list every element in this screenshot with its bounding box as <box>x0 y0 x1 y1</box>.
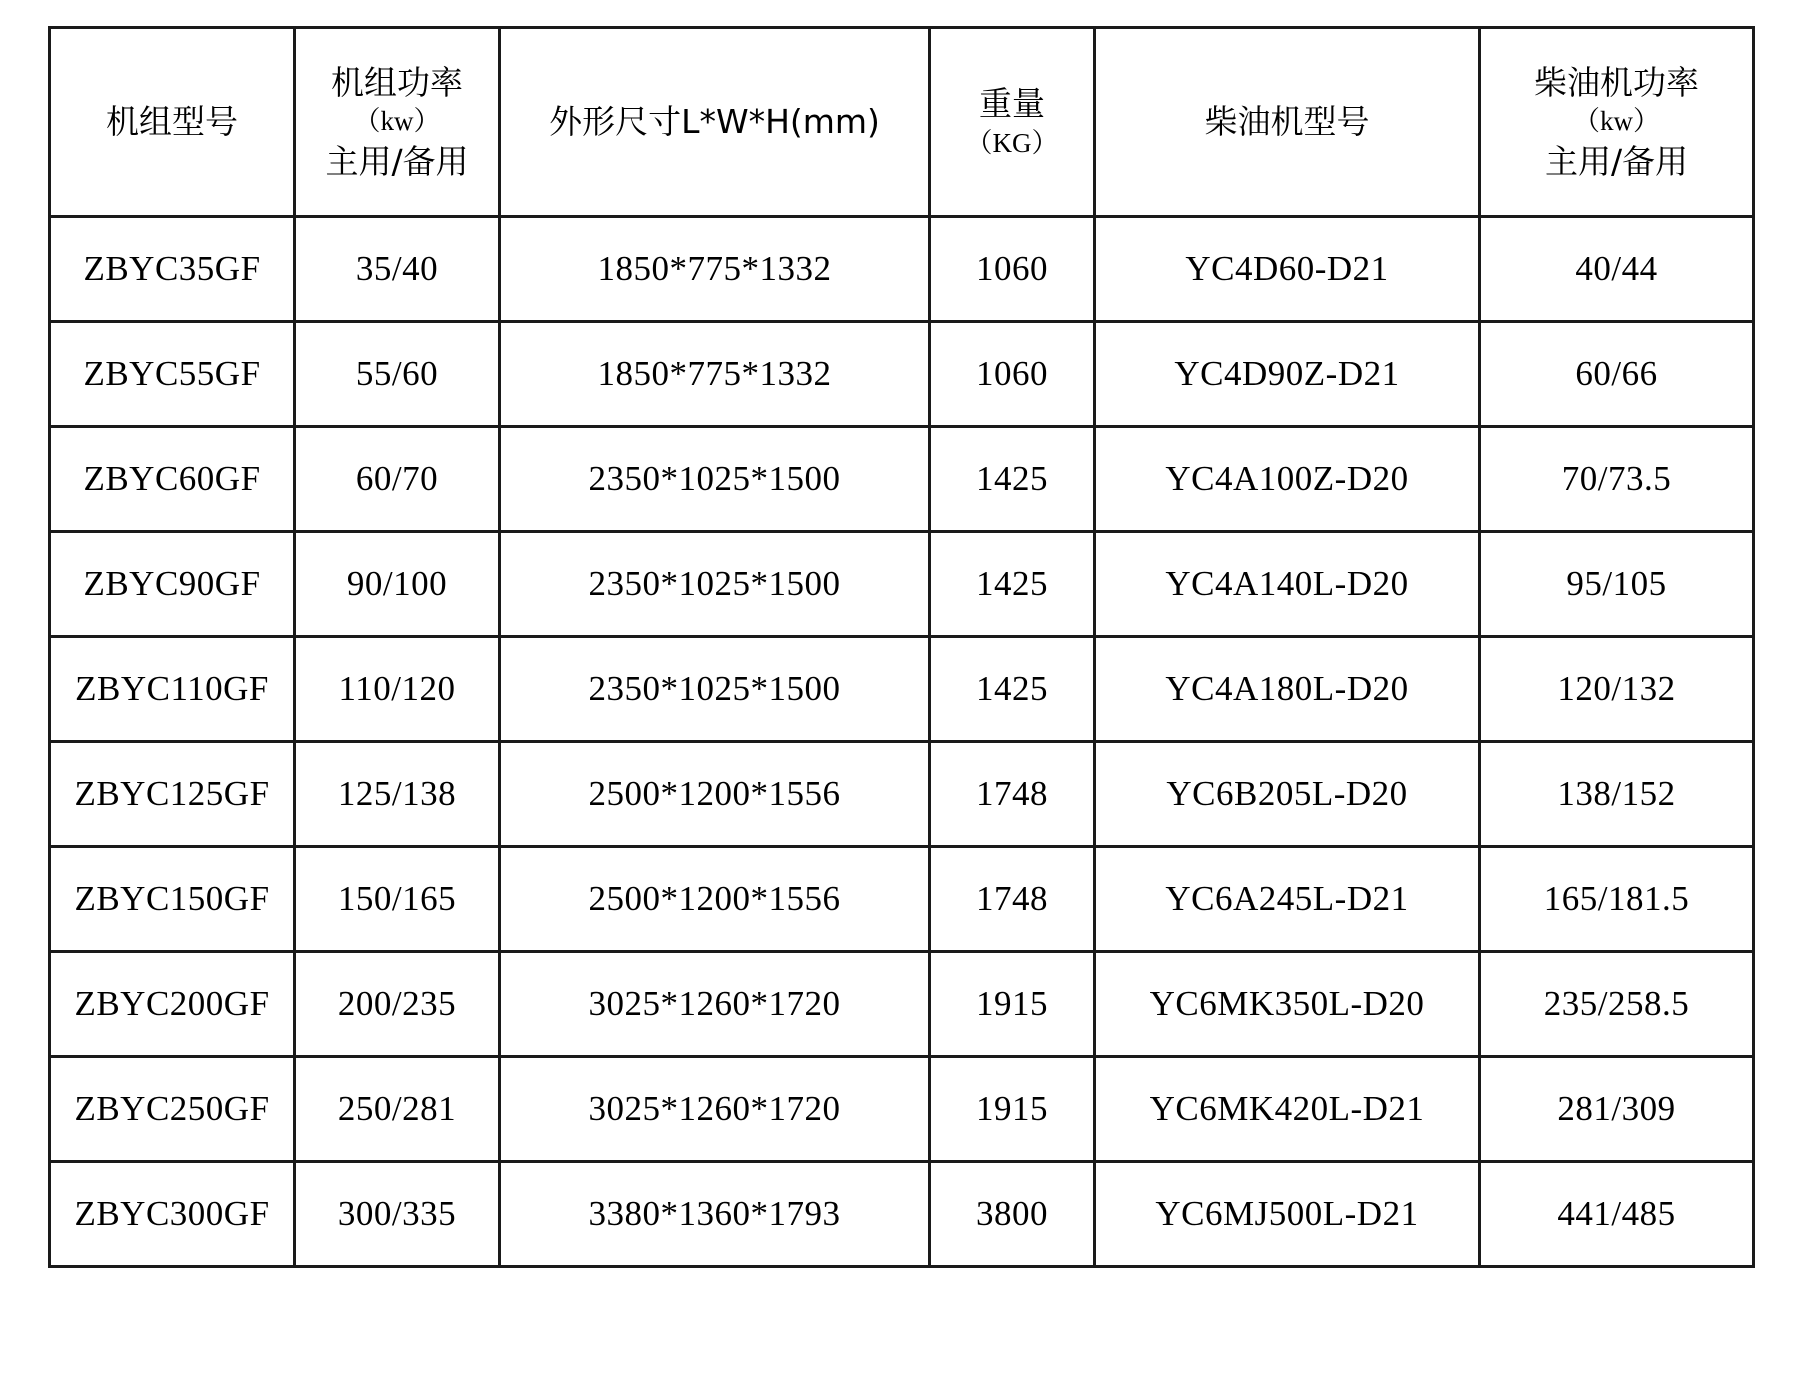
cell-dimensions: 3380*1360*1793 <box>500 1162 930 1267</box>
table-body <box>50 217 1754 1267</box>
cell-dimensions: 1850*775*1332 <box>500 322 930 427</box>
generator-spec-table <box>48 26 1755 1268</box>
cell-engine: YC4D90Z-D21 <box>1095 322 1480 427</box>
cell-engine-power: 235/258.5 <box>1480 952 1754 1057</box>
cell-engine-power: 95/105 <box>1480 532 1754 637</box>
table-row <box>50 427 1754 532</box>
column-header-engine-power-line3: 主用/备用 <box>1544 141 1689 181</box>
cell-dimensions: 2500*1200*1556 <box>500 742 930 847</box>
table-row <box>50 322 1754 427</box>
cell-power: 90/100 <box>295 532 500 637</box>
table-row <box>50 742 1754 847</box>
cell-model: ZBYC55GF <box>50 322 295 427</box>
cell-model: ZBYC200GF <box>50 952 295 1057</box>
cell-engine-power: 40/44 <box>1480 217 1754 322</box>
cell-weight: 1060 <box>930 322 1095 427</box>
cell-weight: 1060 <box>930 217 1095 322</box>
cell-dimensions: 3025*1260*1720 <box>500 952 930 1057</box>
cell-engine-power: 165/181.5 <box>1480 847 1754 952</box>
table-row <box>50 1162 1754 1267</box>
column-header-dimensions-line1: 外形尺寸L*W*H(mm) <box>549 102 880 142</box>
table-row <box>50 1057 1754 1162</box>
cell-engine: YC6MK420L-D21 <box>1095 1057 1480 1162</box>
cell-model: ZBYC300GF <box>50 1162 295 1267</box>
cell-engine-power: 60/66 <box>1480 322 1754 427</box>
column-header-power-line2: （kw） <box>353 106 441 137</box>
cell-power: 110/120 <box>295 637 500 742</box>
cell-dimensions: 2350*1025*1500 <box>500 532 930 637</box>
cell-weight: 1748 <box>930 742 1095 847</box>
cell-model: ZBYC35GF <box>50 217 295 322</box>
cell-engine-power: 281/309 <box>1480 1057 1754 1162</box>
cell-engine: YC6B205L-D20 <box>1095 742 1480 847</box>
table-row <box>50 952 1754 1057</box>
cell-power: 300/335 <box>295 1162 500 1267</box>
cell-dimensions: 3025*1260*1720 <box>500 1057 930 1162</box>
column-header-power-line1: 机组功率 <box>331 62 463 102</box>
cell-model: ZBYC90GF <box>50 532 295 637</box>
cell-model: ZBYC150GF <box>50 847 295 952</box>
cell-engine: YC4D60-D21 <box>1095 217 1480 322</box>
cell-engine: YC6MK350L-D20 <box>1095 952 1480 1057</box>
cell-engine: YC6A245L-D21 <box>1095 847 1480 952</box>
cell-dimensions: 2350*1025*1500 <box>500 427 930 532</box>
cell-dimensions: 1850*775*1332 <box>500 217 930 322</box>
column-header-engine-line1: 柴油机型号 <box>1204 102 1370 142</box>
cell-engine: YC6MJ500L-D21 <box>1095 1162 1480 1267</box>
table-row <box>50 637 1754 742</box>
cell-model: ZBYC125GF <box>50 742 295 847</box>
cell-engine: YC4A100Z-D20 <box>1095 427 1480 532</box>
cell-model: ZBYC250GF <box>50 1057 295 1162</box>
cell-dimensions: 2500*1200*1556 <box>500 847 930 952</box>
column-header-engine-power <box>1480 28 1754 217</box>
cell-power: 55/60 <box>295 322 500 427</box>
column-header-power <box>295 28 500 217</box>
cell-power: 125/138 <box>295 742 500 847</box>
cell-engine: YC4A140L-D20 <box>1095 532 1480 637</box>
cell-power: 200/235 <box>295 952 500 1057</box>
cell-power: 250/281 <box>295 1057 500 1162</box>
cell-engine-power: 120/132 <box>1480 637 1754 742</box>
column-header-dimensions <box>500 28 930 217</box>
cell-weight: 1425 <box>930 532 1095 637</box>
cell-engine-power: 441/485 <box>1480 1162 1754 1267</box>
column-header-power-line3: 主用/备用 <box>325 141 469 181</box>
column-header-weight <box>930 28 1095 217</box>
cell-engine: YC4A180L-D20 <box>1095 637 1480 742</box>
cell-model: ZBYC110GF <box>50 637 295 742</box>
cell-power: 60/70 <box>295 427 500 532</box>
table-row <box>50 847 1754 952</box>
cell-weight: 1915 <box>930 1057 1095 1162</box>
cell-weight: 1748 <box>930 847 1095 952</box>
column-header-engine <box>1095 28 1480 217</box>
column-header-weight-line2: （KG） <box>965 127 1059 158</box>
cell-model: ZBYC60GF <box>50 427 295 532</box>
cell-weight: 1425 <box>930 427 1095 532</box>
column-header-weight-line1: 重量 <box>979 84 1045 124</box>
column-header-engine-power-line1: 柴油机功率 <box>1534 62 1699 102</box>
column-header-engine-power-line2: （kw） <box>1573 106 1660 137</box>
cell-engine-power: 138/152 <box>1480 742 1754 847</box>
cell-weight: 3800 <box>930 1162 1095 1267</box>
cell-power: 35/40 <box>295 217 500 322</box>
column-header-model <box>50 28 295 217</box>
cell-weight: 1425 <box>930 637 1095 742</box>
header-row <box>50 28 1754 217</box>
cell-dimensions: 2350*1025*1500 <box>500 637 930 742</box>
column-header-model-line1: 机组型号 <box>106 102 238 142</box>
cell-engine-power: 70/73.5 <box>1480 427 1754 532</box>
cell-weight: 1915 <box>930 952 1095 1057</box>
table-row <box>50 217 1754 322</box>
table-row <box>50 532 1754 637</box>
cell-power: 150/165 <box>295 847 500 952</box>
table-header <box>50 28 1754 217</box>
